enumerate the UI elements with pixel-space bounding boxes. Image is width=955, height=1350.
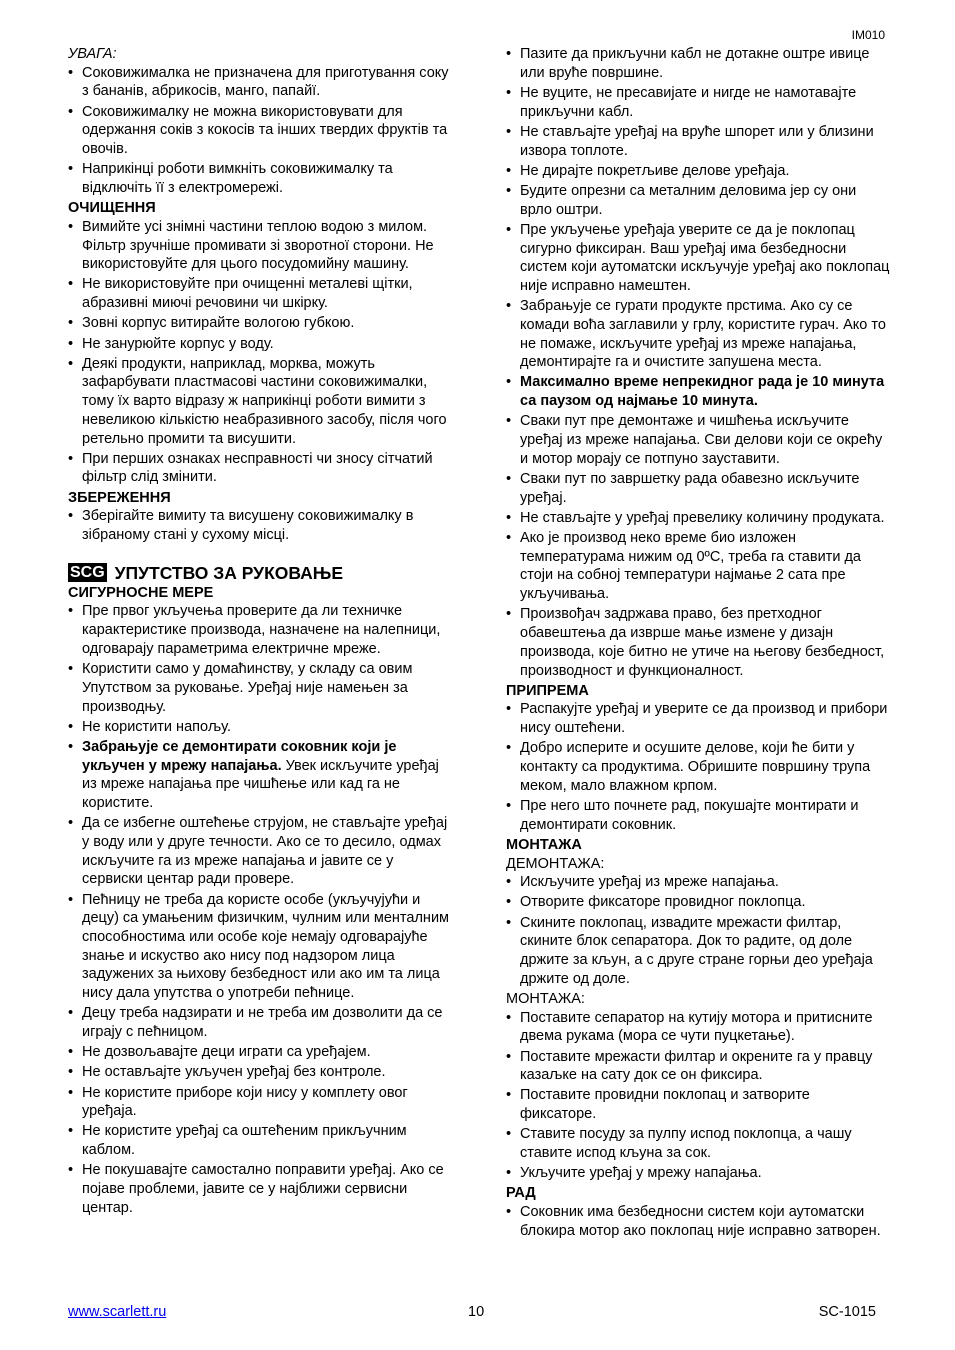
list-item: • Не використовуйте при очищенні металеві щітки, абразивні миючі речовини чи шкірку.: [68, 275, 452, 312]
list-item: • Не остављајте укључен уређај без контроле.: [68, 1063, 452, 1082]
list-item: • Не стављајте уређај на вруће шпорет или у близини извора топлоте.: [506, 123, 890, 160]
bold-warning: Забрањује се демонтирати соковник који је укључен у мрежу напајања.: [82, 738, 397, 774]
list-item: • Не дозвољавајте деци играти са уређајем.: [68, 1043, 452, 1062]
list-item: [506, 373, 890, 410]
language-badge: SCG: [70, 564, 105, 582]
list-item: • Поставите мрежасти филтар и окрените га у правцу казаљке на сату док се он фиксира.: [506, 1048, 890, 1085]
list-item: • Будите опрезни са металним деловима јер су они врло оштри.: [506, 182, 890, 219]
section-title: [68, 562, 452, 584]
list-item: • Ставите посуду за пулпу испод поклопца, а чашу ставите испод кљуна за сок.: [506, 1125, 890, 1162]
list-item: • Не користите уређај са оштећеним прикључним каблом.: [68, 1122, 452, 1159]
list-item: • Пре укључење уређаја уверите се да је поклопац сигурно фиксиран. Ваш уређај има безбедносни систем који аутоматски искључује уређај ако поклопац није исправно намештен.: [506, 221, 890, 296]
safety-heading: СИГУРНОСНЕ МЕРЕ: [68, 584, 214, 601]
list-item: • Соковник има безбедносни систем који аутоматски блокира мотор ако поклопац није исправно затворен.: [506, 1203, 890, 1240]
list-item: • Не занурюйте корпус у воду.: [68, 335, 452, 354]
cleaning-list: [68, 218, 452, 487]
page-number: 10: [468, 1304, 485, 1320]
assembly-heading: МОНТАЖА: [506, 836, 582, 853]
list-item: • Скините поклопац, извадите мрежасти филтар, скините блок сепаратора. Док то радите, од доле држите за кљун, а с друге стране горњи део уређаја држите од доле.: [506, 914, 890, 989]
list-item: • Отворите фиксаторе провидног поклопца.: [506, 893, 890, 912]
preparation-list: [506, 700, 890, 834]
bold-warning: Максимално време непрекидног рада је 10 минута са паузом од најмање 10 минута.: [520, 374, 885, 410]
list-item: • Не покушавајте самостално поправити уређај. Ако се појаве проблеми, јавите се у најближи сервисни центар.: [68, 1161, 452, 1217]
list-item: • Соковижималка не призначена для приготування соку з бананів, абрикосів, манго, папайї.: [68, 64, 452, 101]
list-item: • Да се избегне оштећење струјом, не стављајте уређај у воду или у друге течности. Ако се то десило, одмах искључите га из мреже напајања и јавите се у сервиски центар ради провере.: [68, 814, 452, 889]
warning-label: УВАГА:: [68, 46, 117, 62]
list-item: • Распакујте уређај и уверите се да производ и прибори нису оштећени.: [506, 700, 890, 737]
list-item: • Забрањује се гурати продукте прстима. Ако су се комади воћа заглавили у грлу, користите гурач. Ако то не помаже, искључите уређај из мреже напајања, демонтирајте га и очистите запушена места.: [506, 297, 890, 372]
left-column: [68, 45, 452, 1219]
warning-list: [68, 64, 452, 198]
storage-list: [68, 507, 452, 544]
list-item: • Пећницу не треба да користе особе (укључујући и децу) са умањеним физичким, чулним или менталним способностима или особе које немају одговарајуће знање и искуство ако нису под надзором лица задужених за њихову безбедност или ако им та лица нису дала упутства о употреби пећнице.: [68, 891, 452, 1003]
assembly-list: [506, 1009, 890, 1183]
safety-continued-list: [506, 45, 890, 680]
list-item: • Децу треба надзирати и не треба им дозволити да се играју с пећницом.: [68, 1004, 452, 1041]
list-item: • Користити само у домаћинству, у складу са овим Упутством за руковање. Уређај није намењен за производњу.: [68, 660, 452, 716]
list-item: • Пре него што почнете рад, покушајте монтирати и демонтирати соковник.: [506, 797, 890, 834]
list-item: • Не вуците, не пресавијате и нигде не намотавајте прикључни кабл.: [506, 84, 890, 121]
list-item: • Деякі продукти, наприклад, морква, можуть зафарбувати пластмасові частини соковижималки, тому їх варто відразу ж наприкінці роботи вимити з невеликою кількістю неабразивного засобу, після чого ретельно промити та висушити.: [68, 355, 452, 449]
list-item: • Сваки пут по завршетку рада обавезно искључите уређај.: [506, 470, 890, 507]
list-item: • Ако је производ неко време био изложен температурама нижим од 0ºC, треба га ставити да стоји на собној температури најмање 2 сата пре укључивања.: [506, 529, 890, 604]
list-item: • Соковижималку не можна використовувати для одержання соків з кокосів та інших твердих фруктів та овочів.: [68, 103, 452, 159]
safety-list: [68, 602, 452, 1217]
list-item: • Зберігайте вимиту та висушену соковижималку в зібраному стані у сухому місці.: [68, 507, 452, 544]
model-code: SC-1015: [818, 1304, 876, 1320]
list-item: • Добро исперите и осушите делове, који ће бити у контакту са продуктима. Обришите површину трупа меком, мало влажном крпом.: [506, 739, 890, 795]
list-item: • Забрањује се демонтирати соковник који је укључен у мрежу напајања. Увек искључите уређај из мреже напајања пре чишћење или кад га не користите.: [68, 738, 452, 813]
list-item: • При перших ознаках несправності чи зносу сітчатий фільтр слід змінити.: [68, 450, 452, 487]
section-title-text: УПУТСТВО ЗА РУКОВАЊЕ: [114, 562, 344, 583]
list-item: • Не користите приборе који нису у комплету овог уређаја.: [68, 1084, 452, 1121]
assembly-label: МОНТАЖА:: [506, 990, 585, 1007]
disassembly-label: ДЕМОНТАЖА:: [506, 855, 605, 872]
list-item: • Пре првог укључења проверите да ли техничке карактеристике производа, назначене на налепници, одговарају параметрима електричне мреже.: [68, 602, 452, 658]
list-item: • Искључите уређај из мреже напајања.: [506, 873, 890, 892]
list-item: • Зовні корпус витирайте вологою губкою.: [68, 314, 452, 333]
document-model-id: IM010: [851, 28, 885, 42]
disassembly-list: [506, 873, 890, 988]
list-item: • Не користити напољу.: [68, 718, 452, 737]
work-heading: РАД: [506, 1185, 536, 1202]
list-item: • Укључите уређај у мрежу напајања.: [506, 1164, 890, 1183]
list-item: • Произвођач задржава право, без претходног обавештења да изврше мање измене у дизајн производа, које битно не утиче на његову безбедност, производност и функционалност.: [506, 605, 890, 680]
list-item: • Поставите сепаратор на кутију мотора и притисните двема рукама (мора се чути пуцкетање).: [506, 1009, 890, 1046]
list-item: • Не дирајте покретљиве делове уређаја.: [506, 162, 890, 181]
right-column: [506, 45, 890, 1242]
list-item: • Вимийте усі знімні частини теплою водою з милом. Фільтр зручніше промивати зі зворотної сторони. Не використовуйте для цього посудомийну машину.: [68, 218, 452, 274]
preparation-heading: ПРИПРЕМА: [506, 682, 589, 699]
list-item: • Не стављајте у уређај превелику количину продуката.: [506, 509, 890, 528]
list-item: • Наприкінці роботи вимкніть соковижималку та відключіть її з електромережі.: [68, 160, 452, 197]
list-item: • Поставите провидни поклопац и затворите фиксаторе.: [506, 1086, 890, 1123]
website-link[interactable]: www.scarlett.ru: [68, 1304, 167, 1320]
list-item: • Пазите да прикључни кабл не дотакне оштре ивице или вруће површине.: [506, 45, 890, 82]
storage-heading: ЗБЕРЕЖЕННЯ: [68, 489, 171, 506]
list-item: • Сваки пут пре демонтаже и чишћења искључите уређај из мреже напајања. Сви делови који се окрећу и мотор морају се потпуно зауставити.: [506, 412, 890, 468]
cleaning-heading: ОЧИЩЕННЯ: [68, 200, 156, 217]
work-list: [506, 1203, 890, 1240]
